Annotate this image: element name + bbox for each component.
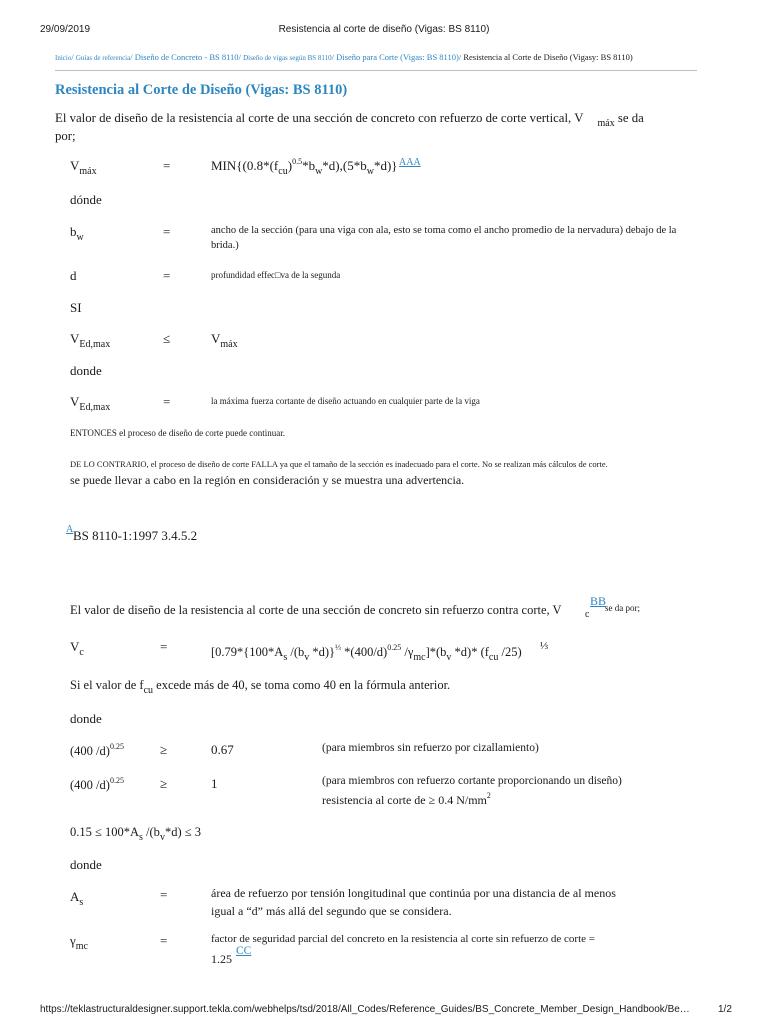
vc-symbol: $V_c$ [70, 639, 84, 658]
intro-paragraph-cont: por; [55, 129, 76, 143]
leq-sign: ≤ [163, 331, 171, 346]
bw-equals: = [163, 224, 171, 239]
breadcrumb-link-guias[interactable]: Guías de referencia [75, 54, 131, 62]
donde-label-3: donde [70, 711, 102, 726]
vc-intro-tail: se da por; [605, 603, 640, 613]
vmax-formula: $MIN\{(0.8*(f_{cu})^{0.5}*b_w*d),(5*b_w*d)\}$ [211, 157, 398, 177]
vmax-rhs: $V_{máx}$ [211, 331, 238, 350]
cond1-geq: ≥ [160, 742, 168, 757]
donde-label-2: donde [70, 363, 102, 378]
intro-paragraph: El valor de diseño de la resistencia al corte de una sección de concreto con refuerzo de corte vertical, V $_{máx}$ se da [55, 111, 644, 129]
breadcrumb-link-concreto[interactable]: Diseño de Concreto - BS 8110 [134, 52, 239, 62]
print-page-number: 1/2 [718, 1004, 732, 1015]
breadcrumb: Inicio/ Guías de referencia/ Diseño de Concreto - BS 8110/ Diseño de vigas según BS 8110/ Diseño para Corte (Vigas: BS 8110)/ Resistencia al Corte de Diseño (Vigasy: BS 8110) [55, 52, 633, 62]
as-symbol: $A_s$ [70, 889, 84, 908]
footnote-link-a[interactable]: A [66, 524, 74, 535]
cond2-geq: ≥ [160, 776, 168, 791]
entonces-text: ENTONCES el proceso de diseño de corte puede continuar. [70, 428, 286, 438]
vc-intro-sub: c [585, 609, 590, 620]
gamma-mc-symbol: $\gamma_{mc}$ [70, 933, 88, 952]
ved-description: la máxima fuerza cortante de diseño actuando en cualquier parte de la viga [211, 396, 480, 406]
vc-intro: El valor de diseño de la resistencia al corte de una sección de concreto sin refuerzo contra corte, V [70, 603, 562, 617]
vc-formula: [$0.79*\{100*A_s$ $/(b_v$ *d)}$^{\frac{1}{3}}$ $*(400/d)^{0.25}$ $/\gamma_{mc}]*(b_v$ *d)* ($f_{cu}$ /25) [211, 643, 522, 663]
vc-formula-exponent: ⅓ [540, 640, 549, 652]
as-description-cont: igual a “d” más allá del segundo que se considera. [211, 904, 452, 918]
contrario-text-cont: se puede llevar a cabo en la región en consideración y se muestra una advertencia. [70, 473, 465, 487]
d-description: profundidad effec□va de la segunda [211, 270, 341, 280]
footnote-link-cc[interactable]: CC [236, 945, 252, 957]
breadcrumb-current: Resistencia al Corte de Diseño (Vigasy: BS 8110) [463, 52, 633, 62]
cond1-value: 0.67 [211, 742, 234, 757]
vmax-symbol: $V_{máx}$ [70, 158, 97, 177]
header-divider [55, 70, 697, 71]
breadcrumb-link-corte[interactable]: Diseño para Corte (Vigas: BS 8110) [336, 52, 459, 62]
print-page-title: Resistencia al corte de diseño (Vigas: BS 8110) [278, 24, 490, 35]
ved-equals: = [163, 394, 171, 409]
cond2-lhs: (400 /d)$^{0.25}$ [70, 776, 124, 792]
reference-bs8110-3452: BS 8110-1:1997 3.4.5.2 [73, 528, 198, 543]
bw-symbol: $b_w$ [70, 224, 84, 243]
page-title: Resistencia al Corte de Diseño (Vigas: BS 8110) [55, 82, 348, 98]
contrario-text: DE LO CONTRARIO, el proceso de diseño de corte FALLA ya que el tamaño de la sección es inadecuado para el corte. No se realizan más cálculos de corte. [70, 459, 608, 469]
cond2-value: 1 [211, 776, 218, 791]
fcu-note: Si el valor de $f_{cu}$ excede más de 40, se toma como 40 en la fórmula anterior. [70, 678, 451, 696]
as-description: área de refuerzo por tensión longitudinal que continúa por una distancia de al menos [211, 886, 616, 900]
donde-label-4: donde [70, 857, 102, 872]
footnote-link-aaa[interactable]: AAA [399, 157, 421, 168]
reinforcement-ratio-range: $0.15 \le 100*A_s$ $/(b_v*d) \le 3$ [70, 825, 201, 843]
d-equals: = [163, 268, 171, 283]
d-symbol: d [70, 268, 77, 283]
gamma-equals: = [160, 933, 168, 948]
footnote-link-bb[interactable]: BB [590, 594, 607, 608]
ved-max-symbol-2: $V_{Ed,max}$ [70, 394, 111, 413]
breadcrumb-link-vigas[interactable]: Diseño de vigas según BS 8110 [243, 54, 332, 62]
gamma-value: 1.25 [211, 952, 232, 966]
vmax-equals: = [163, 158, 171, 173]
donde-label-1: dónde [70, 192, 102, 207]
cond1-lhs: (400 /d)$^{0.25}$ [70, 742, 124, 758]
si-label: SI [70, 300, 82, 315]
ved-max-symbol: $V_{Ed,max}$ [70, 331, 111, 350]
print-date: 29/09/2019 [40, 24, 91, 35]
cond1-note: (para miembros sin refuerzo por cizallamiento) [322, 742, 539, 754]
vc-equals: = [160, 639, 168, 654]
breadcrumb-link-inicio[interactable]: Inicio [55, 54, 72, 62]
print-url: https://teklastructuraldesigner.support.tekla.com/webhelps/tsd/2018/All_Codes/Reference_Guides/BS_Concrete_Member_Design_Handbook/Be… [40, 1004, 690, 1015]
cond2-note-cont: resistencia al corte de ≥ 0.4 $N/mm^2$ [322, 791, 491, 807]
cond2-note: (para miembros con refuerzo cortante proporcionando un diseño) [322, 775, 622, 787]
gamma-description: factor de seguridad parcial del concreto en la resistencia al corte sin refuerzo de corte = [211, 933, 595, 945]
as-equals: = [160, 887, 168, 902]
bw-description: ancho de la sección (para una viga con ala, esto se toma como el ancho promedio de la nervadura) debajo de la brida.) [211, 225, 677, 251]
